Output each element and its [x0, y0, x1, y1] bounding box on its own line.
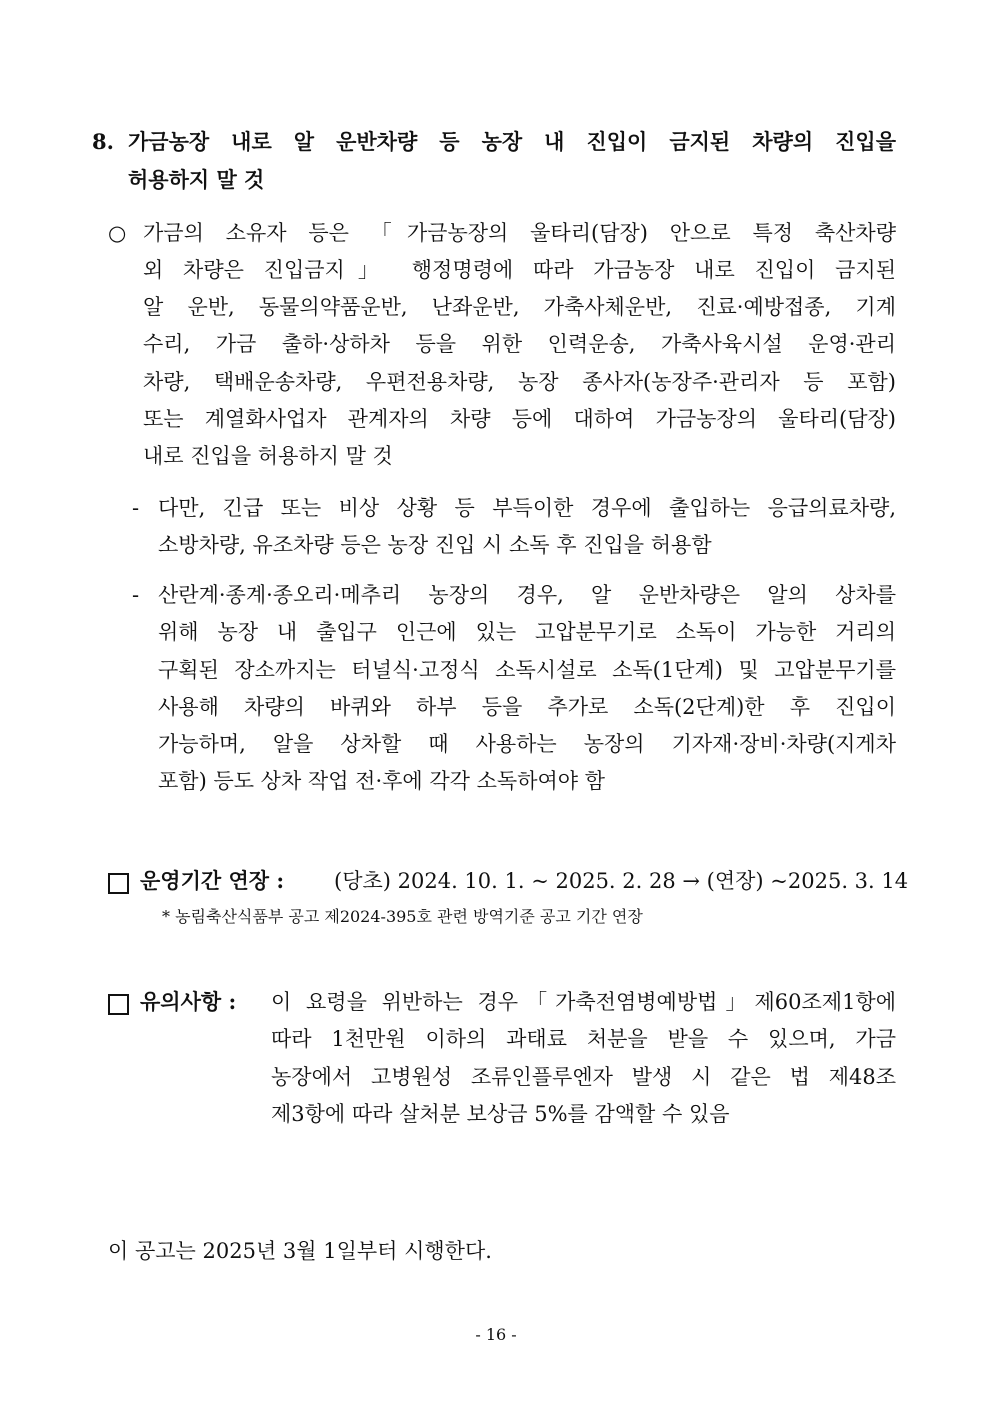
effective-date-statement: 이 공고는 2025년 3월 1일부터 시행한다. — [108, 1239, 492, 1263]
section-title-line-2: 허용하지 말 것 — [128, 167, 265, 192]
dash2-line-5: 가능하며, 알을 상차할 때 사용하는 농장의 기자재·장비·차량(지게차 — [158, 732, 896, 756]
section-number: 8. — [92, 129, 114, 154]
dash2-line-4: 사용해 차량의 바퀴와 하부 등을 추가로 소독(2단계)한 후 진입이 — [158, 695, 896, 719]
dash-bullet-icon: - — [132, 583, 140, 607]
caution-line-4: 제3항에 따라 살처분 보상금 5%를 감액할 수 있음 — [271, 1102, 730, 1126]
dash2-line-2: 위해 농장 내 출입구 인근에 있는 고압분무기로 소독이 가능한 거리의 — [158, 620, 896, 644]
dash2-line-1: 산란계·종계·종오리·메추리 농장의 경우, 알 운반차량은 알의 상차를 — [158, 583, 896, 607]
page-number: - 16 - — [475, 1325, 517, 1344]
checkbox-square-icon — [108, 994, 129, 1015]
bullet-line-2: 외 차량은 진입금지」 행정명령에 따라 가금농장 내로 진입이 금지된 — [143, 258, 896, 282]
dash2-line-6: 포함) 등도 상차 작업 전·후에 각각 소독하여야 함 — [158, 769, 606, 793]
caution-line-2: 따라 1천만원 이하의 과태료 처분을 받을 수 있으며, 가금 — [271, 1027, 896, 1051]
section-title-line-1: 가금농장 내로 알 운반차량 등 농장 내 진입이 금지된 차량의 진입을 — [128, 129, 896, 154]
bullet-line-1: 가금의 소유자 등은 「가금농장의 울타리(담장) 안으로 특정 축산차량 — [143, 221, 896, 245]
bullet-line-7: 내로 진입을 허용하지 말 것 — [143, 444, 393, 468]
operation-period-label: 운영기간 연장 : — [140, 868, 285, 893]
caution-label: 유의사항 : — [140, 989, 237, 1014]
bullet-line-6: 또는 계열화사업자 관계자의 차량 등에 대하여 가금농장의 울타리(담장) — [143, 407, 896, 431]
caution-line-1: 이 요령을 위반하는 경우「가축전염병예방법」제60조제1항에 — [271, 990, 896, 1014]
operation-period-note: * 농림축산식품부 공고 제2024-395호 관련 방역기준 공고 기간 연장 — [162, 907, 643, 926]
dash1-line-2: 소방차량, 유조차량 등은 농장 진입 시 소독 후 진입을 허용함 — [158, 533, 712, 557]
caution-line-3: 농장에서 고병원성 조류인플루엔자 발생 시 같은 법 제48조 — [271, 1065, 896, 1089]
dash-bullet-icon: - — [132, 496, 140, 520]
dash2-line-3: 구획된 장소까지는 터널식·고정식 소독시설로 소독(1단계) 및 고압분무기를 — [158, 658, 896, 682]
checkbox-square-icon — [108, 873, 129, 894]
dash1-line-1: 다만, 긴급 또는 비상 상황 등 부득이한 경우에 출입하는 응급의료차량, — [158, 496, 896, 520]
circle-bullet-icon: ○ — [108, 221, 127, 245]
bullet-line-4: 수리, 가금 출하·상하차 등을 위한 인력운송, 가축사육시설 운영·관리 — [143, 332, 896, 356]
operation-period-text: (당초) 2024. 10. 1. ~ 2025. 2. 28 → (연장) ~2025. 3. 14 — [334, 869, 909, 893]
bullet-line-5: 차량, 택배운송차량, 우편전용차량, 농장 종사자(농장주·관리자 등 포함) — [143, 370, 896, 394]
bullet-line-3: 알 운반, 동물의약품운반, 난좌운반, 가축사체운반, 진료·예방접종, 기계 — [143, 295, 896, 319]
